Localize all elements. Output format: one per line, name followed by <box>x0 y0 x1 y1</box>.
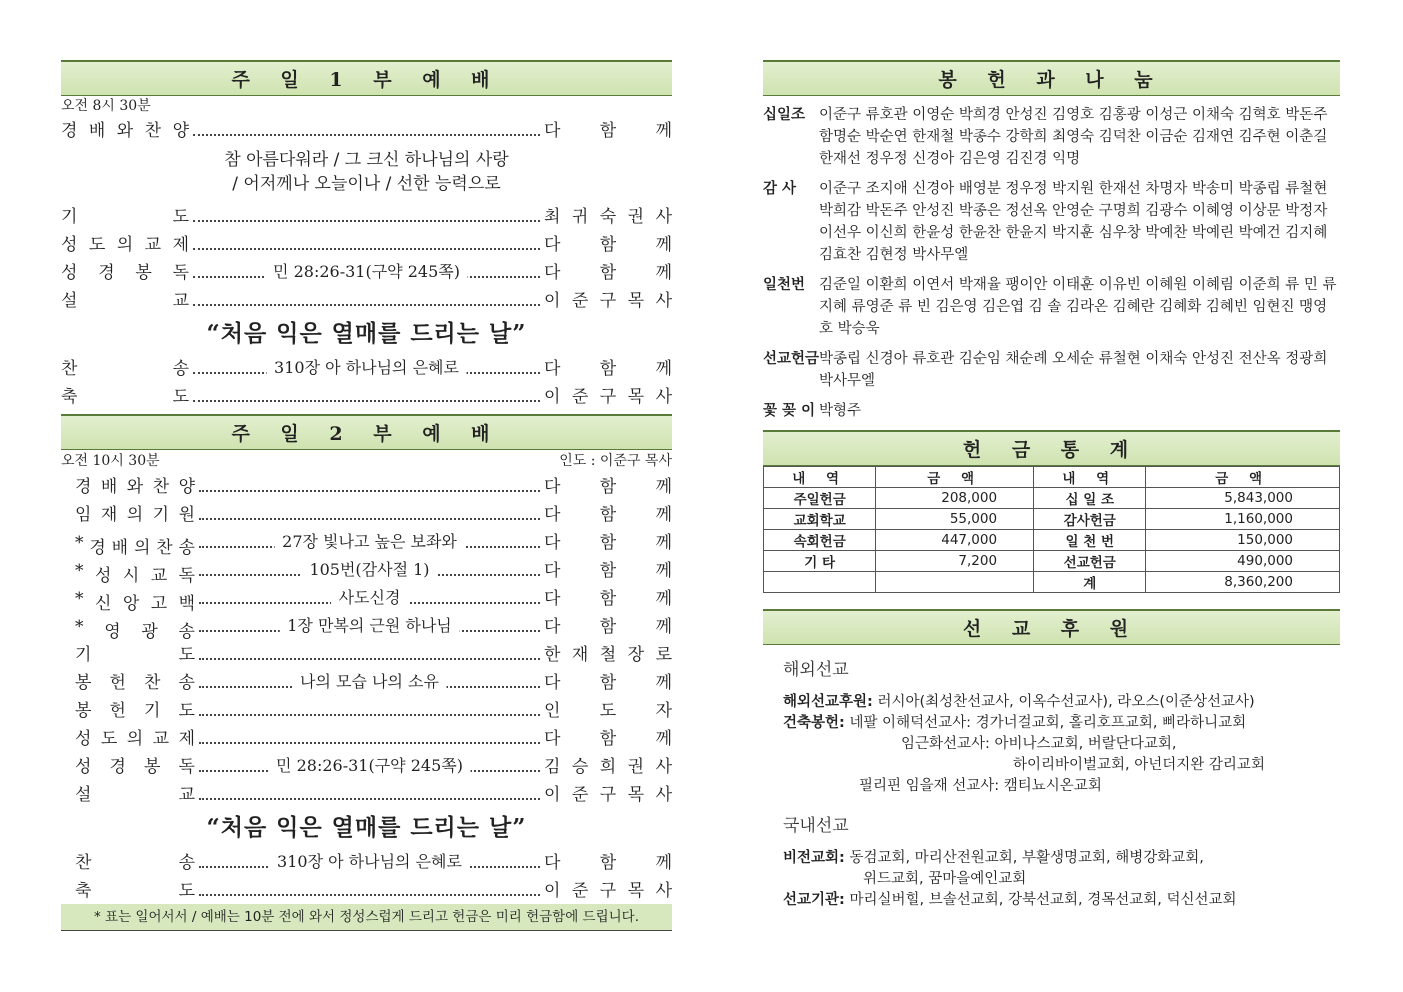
order-label: 성 경 봉 독 <box>61 263 189 283</box>
leader-dots <box>193 219 540 222</box>
order-detail: 27장 빛나고 높은 보좌와 <box>274 529 465 552</box>
order-person: 최 귀 숙 권 사 <box>544 207 672 227</box>
order-label: 성 경 봉 독 <box>75 757 195 777</box>
order-row <box>75 528 672 556</box>
order-row <box>75 472 672 500</box>
order-person: 다 함 께 <box>544 235 672 255</box>
group-label: 감 사 <box>763 181 797 197</box>
label: 선교기관: <box>783 892 845 908</box>
order-row <box>75 780 672 808</box>
overseas-heading: 해외선교 <box>783 660 849 680</box>
leader-dots <box>199 797 540 800</box>
table-row <box>764 572 1340 593</box>
leader-dots <box>199 756 540 775</box>
table-header: 금 액 <box>1146 467 1340 488</box>
order-person: 다 함 께 <box>544 729 672 749</box>
order-person: 다 함 께 <box>544 121 672 141</box>
table-header: 금 액 <box>876 467 1034 488</box>
order-row <box>75 696 672 724</box>
leader-dots <box>199 852 540 871</box>
order-label: * 신 앙 고 백 <box>75 589 195 614</box>
order-person: 인 도 자 <box>544 701 672 721</box>
order-row <box>75 584 672 612</box>
leader-dots <box>199 560 540 579</box>
group-label: 선교헌금 <box>763 351 820 367</box>
table-cell: 기 타 <box>764 551 876 572</box>
order-label: 성 도 의 교 제 <box>61 235 189 255</box>
leader-dots <box>193 303 540 306</box>
order-row <box>75 500 672 528</box>
order-detail: 310장 아 하나님의 은혜로 <box>269 849 470 872</box>
offering-group <box>763 348 1340 392</box>
order-label: 기 도 <box>61 207 189 227</box>
service2-title: 주 일 2 부 예 배 <box>61 414 672 450</box>
offering-group <box>763 400 1340 422</box>
table-cell: 일 천 번 <box>1034 530 1146 551</box>
order-label: 축 도 <box>61 387 189 407</box>
order-row <box>75 612 672 640</box>
order-label: 설 교 <box>61 291 189 311</box>
order-person: 이 준 구 목 사 <box>544 291 672 311</box>
value: 필리핀 임을재 선교사: 캠티뇨시온교회 <box>859 778 1102 794</box>
offering-table <box>763 466 1340 593</box>
order-person: 한 재 철 장 로 <box>544 645 672 665</box>
leader-dots <box>199 657 540 660</box>
order-detail: 나의 모습 나의 소유 <box>292 669 447 692</box>
order-row <box>61 258 672 286</box>
table-cell: 8,360,200 <box>1146 572 1340 593</box>
table-cell: 208,000 <box>876 488 1034 509</box>
leader-dots <box>193 133 540 136</box>
order-person: 다 함 께 <box>544 561 672 581</box>
table-row <box>764 509 1340 530</box>
order-row <box>75 668 672 696</box>
order-person: 다 함 께 <box>544 533 672 553</box>
hymn-list <box>61 148 672 196</box>
sermon-title: “처음 익은 열매를 드리는 날” <box>206 814 527 841</box>
group-label: 꽃 꽂 이 <box>763 403 816 419</box>
notice: * 표는 일어서서 / 예배는 10분 전에 와서 정성스럽게 드리고 헌금은 미리 헌금함에 드립니다. <box>61 904 672 931</box>
table-cell: 계 <box>1034 572 1146 593</box>
leader-dots <box>199 741 540 744</box>
order-person: 다 함 께 <box>544 589 672 609</box>
order-label: 경 배 와 찬 양 <box>75 477 195 497</box>
group-names: 이준구 조지애 신경아 배영분 정우정 박지원 한재선 차명자 박송미 박종립 류철현 박희감 박돈주 안성진 박종은 정선옥 안영순 구명희 김광수 이혜영 이상문 박정자 이선우 이신희 한윤성 한윤찬 한윤지 박지훈 심우창 박예찬 박예린 박예건 김지혜 김효찬 김현정 박사무엘 <box>819 181 1328 263</box>
table-cell <box>876 572 1034 593</box>
group-label: 십일조 <box>763 107 806 123</box>
order-detail: 1장 만복의 근원 하나님 <box>279 613 460 636</box>
order-label: 기 도 <box>75 645 195 665</box>
service2-leader: 인도 : 이준구 목사 <box>559 453 672 469</box>
value: 네팔 이해덕선교사: 경가너걸교회, 홀리호프교회, 삐라하니교회 <box>849 715 1247 731</box>
order-person: 이 준 구 목 사 <box>544 881 672 901</box>
leader-dots <box>193 399 540 402</box>
label: 해외선교후원: <box>783 694 873 710</box>
order-label: 찬 송 <box>75 853 195 873</box>
order-detail: 사도신경 <box>331 585 409 608</box>
order-row <box>61 116 672 144</box>
leader-dots <box>199 713 540 716</box>
mission-title: 선 교 후 원 <box>763 609 1340 645</box>
table-cell: 55,000 <box>876 509 1034 530</box>
order-person: 다 함 께 <box>544 477 672 497</box>
table-cell: 7,200 <box>876 551 1034 572</box>
order-label: 찬 송 <box>61 359 189 379</box>
leader-dots <box>199 532 540 551</box>
order-label: 설 교 <box>75 785 195 805</box>
service1-time: 오전 8시 30분 <box>61 98 151 114</box>
group-label: 일천번 <box>763 277 806 293</box>
table-cell: 감사헌금 <box>1034 509 1146 530</box>
order-label: 성 도 의 교 제 <box>75 729 195 749</box>
table-cell: 1,160,000 <box>1146 509 1340 530</box>
value: 동검교회, 마리산전원교회, 부활생명교회, 해병강화교회, <box>849 850 1204 866</box>
order-row <box>61 382 672 410</box>
hymn-line: 참 아름다워라 / 그 크신 하나님의 사랑 <box>224 150 509 170</box>
leader-dots <box>199 588 540 607</box>
leader-dots <box>199 616 540 635</box>
order-person: 다 함 께 <box>544 617 672 637</box>
order-row <box>61 354 672 382</box>
order-person: 다 함 께 <box>544 359 672 379</box>
order-person: 김 승 희 권 사 <box>544 757 672 777</box>
label: 비전교회: <box>783 850 845 866</box>
order-row <box>61 230 672 258</box>
leader-dots <box>193 358 540 377</box>
order-detail: 310장 아 하나님의 은혜로 <box>266 355 467 378</box>
table-row <box>764 530 1340 551</box>
order-detail: 민 28:26-31(구약 245쪽) <box>265 259 468 282</box>
table-cell: 십 일 조 <box>1034 488 1146 509</box>
order-row <box>75 752 672 780</box>
stats-title: 헌 금 통 계 <box>763 430 1340 466</box>
order-row <box>75 724 672 752</box>
order-label: * 성 시 교 독 <box>75 561 195 586</box>
sermon-title: “처음 익은 열매를 드리는 날” <box>206 320 527 347</box>
order-label: 임 재 의 기 원 <box>75 505 195 525</box>
hymn-line: / 어저께나 오늘이나 / 선한 능력으로 <box>232 174 501 194</box>
table-cell <box>764 572 876 593</box>
group-names: 이준구 류호관 이영순 박희경 안성진 김영호 김홍광 이성근 이채숙 김혁호 박돈주 함명순 박순연 한재철 박종수 강학희 최영숙 김덕찬 이금순 김재연 김주현 이춘길 한재선 정우정 신경아 김은영 김진경 익명 <box>819 107 1328 167</box>
value: 위드교회, 꿈마을예인교회 <box>863 871 1027 887</box>
label: 건축봉헌: <box>783 715 845 731</box>
overseas-list <box>763 692 1340 797</box>
table-row <box>764 488 1340 509</box>
domestic-list <box>763 848 1340 911</box>
value: 임근화선교사: 아비나스교회, 버랄단다교회, <box>901 736 1177 752</box>
order-label: 봉 헌 찬 송 <box>75 673 195 693</box>
order-row <box>75 556 672 584</box>
offering-group <box>763 274 1340 340</box>
order-row <box>61 202 672 230</box>
order-row <box>61 286 672 314</box>
offering-group <box>763 104 1340 170</box>
left-column <box>61 60 672 931</box>
order-person: 다 함 께 <box>544 505 672 525</box>
order-label: 축 도 <box>75 881 195 901</box>
leader-dots <box>193 262 540 281</box>
order-person: 이 준 구 목 사 <box>544 785 672 805</box>
value: 하이리바이벌교회, 아넌더지완 감리교회 <box>1013 757 1265 773</box>
group-names: 박형주 <box>819 403 862 419</box>
offering-group <box>763 178 1340 266</box>
order-detail: 민 28:26-31(구약 245쪽) <box>268 753 471 776</box>
table-cell: 447,000 <box>876 530 1034 551</box>
table-cell: 선교헌금 <box>1034 551 1146 572</box>
order-label: 경 배 와 찬 양 <box>61 121 189 141</box>
table-cell: 150,000 <box>1146 530 1340 551</box>
value: 러시아(최성찬선교사, 이옥수선교사), 라오스(이준상선교사) <box>877 694 1255 710</box>
service2-header <box>61 450 672 472</box>
order-detail: 105번(감사절 1) <box>301 557 437 580</box>
offering-title: 봉 헌 과 나 눔 <box>763 60 1340 96</box>
table-row <box>764 551 1340 572</box>
table-cell: 교회학교 <box>764 509 876 530</box>
leader-dots <box>199 893 540 896</box>
service2-time: 오전 10시 30분 <box>61 453 160 469</box>
table-cell: 속회헌금 <box>764 530 876 551</box>
order-row <box>75 848 672 876</box>
order-row <box>75 640 672 668</box>
group-names: 박종립 신경아 류호관 김순임 채순례 오세순 류철현 이채숙 안성진 전산옥 정광희 박사무엘 <box>819 351 1328 389</box>
order-person: 다 함 께 <box>544 673 672 693</box>
order-person: 다 함 께 <box>544 263 672 283</box>
table-cell: 5,843,000 <box>1146 488 1340 509</box>
domestic-heading: 국내선교 <box>783 816 849 836</box>
leader-dots <box>199 517 540 520</box>
order-row <box>75 876 672 904</box>
table-cell: 주일헌금 <box>764 488 876 509</box>
table-cell: 490,000 <box>1146 551 1340 572</box>
value: 마리실버힐, 브솔선교회, 강북선교회, 경목선교회, 덕신선교회 <box>849 892 1237 908</box>
order-label: 봉 헌 기 도 <box>75 701 195 721</box>
table-header: 내 역 <box>764 467 876 488</box>
order-label: * 경 배 의 찬 송 <box>75 533 195 558</box>
order-label: * 영 광 송 <box>75 617 195 642</box>
table-header: 내 역 <box>1034 467 1146 488</box>
right-column <box>763 60 1340 911</box>
order-person: 이 준 구 목 사 <box>544 387 672 407</box>
group-names: 김준일 이환희 이연서 박재율 팽이안 이태훈 이유빈 이혜원 이혜림 이준희 류 민 류지혜 류영준 류 빈 김은영 김은엽 김 솔 김라온 김혜란 김혜화 김혜빈 임현진 맹영호 박승욱 <box>819 277 1337 337</box>
leader-dots <box>199 672 540 691</box>
leader-dots <box>193 247 540 250</box>
leader-dots <box>199 489 540 492</box>
service1-title: 주 일 1 부 예 배 <box>61 60 672 96</box>
order-person: 다 함 께 <box>544 853 672 873</box>
